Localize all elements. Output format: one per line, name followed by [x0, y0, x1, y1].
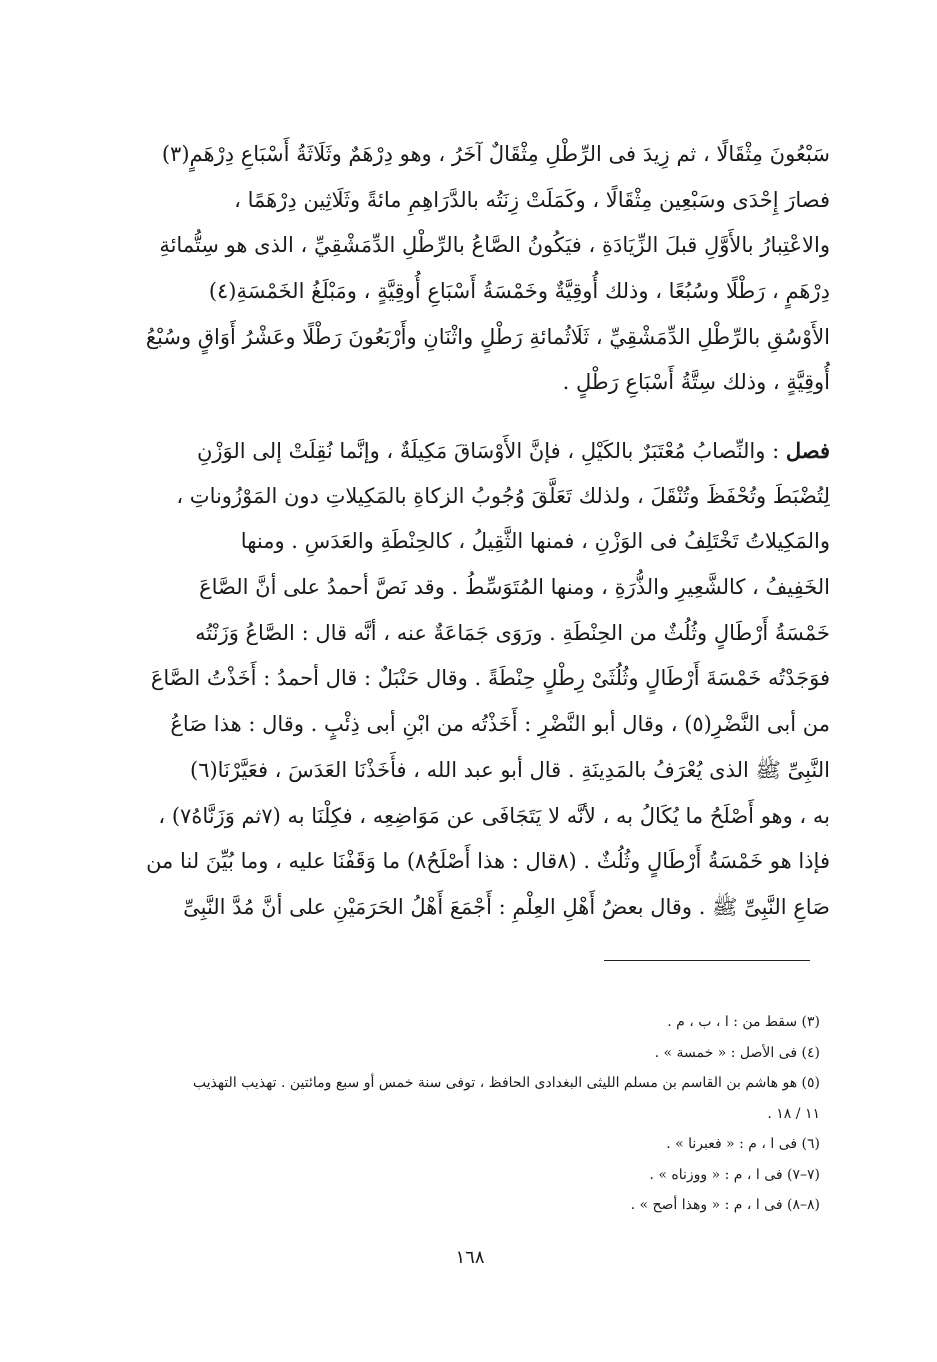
text-line: فإذا هو خَمْسَةُ أَرْطَالٍ وثُلُثٌ . (٨قال : هذا أَصْلَحُ٨) ما وَقَفْنَا عليه ، وما بُيِّنَ لنا من — [146, 849, 830, 874]
footnotes — [120, 1007, 820, 1221]
footnote: (٥) هو هاشم بن القاسم بن مسلم الليثى البغدادى الحافظ ، توفى سنة خمس أو سبع ومائتين . تهذيب التهذيب — [192, 1075, 820, 1091]
text-line: الخَفِيفُ ، كالشَّعِيرِ والذُّرَةِ ، ومنها المُتَوَسِّطُ . وقد نَصَّ أحمدُ على أنَّ الصَّاعَ — [199, 575, 830, 600]
footnote: (٦) فى ا ، م : « فعبرنا » . — [666, 1136, 820, 1152]
text-line: الأَوْسُقِ بالرِّطْلِ الدِّمَشْقِيِّ ، ثَلَاثُمائةِ رَطْلٍ واثْنَانِ وأَرْبَعُونَ رَطْلًا وعَشْرُ أَوَاقٍ وسُبْعُ — [145, 324, 830, 349]
text-line: من أبى النَّضْرِ(٥) ، وقال أبو النَّضْرِ : أَخَذْتُه من ابْنِ أبى ذِئْبٍ . وقال : هذا صَاعُ — [170, 712, 830, 737]
text-line: النَّبِىِّ ﷺ الذى يُعْرَفُ بالمَدِينَةِ . قال أبو عبد الله ، فأَخَذْنَا العَدَسَ ، فعَيَّرْنَا(٦) — [189, 757, 830, 782]
paragraph-continuation — [108, 132, 830, 406]
footnote: (٧–٧) فى ا ، م : « ووزناه » . — [649, 1166, 820, 1183]
text-line: فوَجَدْتُه خَمْسَةَ أَرْطَالٍ وثُلُثَىْ رِطْلٍ حِنْطَةً . وقال حَنْبَلٌ : قال أحمدُ : أَخَذْتُ الصَّاعَ — [150, 666, 830, 691]
text-line: والمَكِيلاتُ تَخْتَلِفُ فى الوَزْنِ ، فمنها الثَّقِيلُ ، كالحِنْطَةِ والعَدَسِ . ومنها — [240, 529, 830, 554]
text-line-first — [108, 428, 830, 474]
paragraph-fasl — [108, 428, 830, 931]
footnote-separator — [604, 960, 810, 961]
text-line: به ، وهو أَصْلَحُ ما يُكَالُ به ، لأنَّه لا يَتَجَافَى عن مَوَاضِعِه ، فكِلْنَا به (٧ثم وَزَنَّاهُ٧) ، — [158, 803, 830, 828]
footnote: (٤) فى الأصل : « خمسة » . — [654, 1044, 820, 1061]
text-line: سَبْعُونَ مِثْقَالًا ، ثم زِيدَ فى الرِّطْلِ مِثْقَالٌ آخَرُ ، وهو دِرْهَمٌ وثَلَاثَةُ أَسْبَاعِ دِرْهَمٍ(٣) — [161, 142, 830, 166]
text-line: والاعْتِبارُ بالأَوَّلِ قبلَ الزِّيَادَةِ ، فيَكُونُ الصَّاعُ بالرِّطْلِ الدِّمَشْقِيِّ ، الذى هو سِتُّمائةِ — [159, 233, 830, 258]
page-number: ١٦٨ — [455, 1247, 485, 1268]
text-line: خَمْسَةُ أَرْطَالٍ وثُلُثٌ من الحِنْطَةِ . ورَوَى جَمَاعَةٌ عنه ، أنَّه قال : الصَّاعُ وَزَنْتُه — [195, 620, 830, 645]
text-line: دِرْهَمٍ ، رَطْلًا وسُبُعًا ، وذلك أُوقِيَّةٌ وخَمْسَةُ أَسْبَاعِ أُوقِيَّةٍ ، ومَبْلَغُ الخَمْسَةِ(٤) — [208, 279, 830, 304]
text-line: صَاعِ النَّبِىِّ ﷺ . وقال بعضُ أَهْلِ العِلْمِ : أَجْمَعَ أَهْلُ الحَرَمَيْنِ على أنَّ مُدَّ النَّبِىِّ — [183, 894, 830, 919]
footnote: (٨–٨) فى ا ، م : « وهذا أصح » . — [630, 1197, 820, 1213]
text-line-rest: : والنِّصابُ مُعْتَبَرٌ بالكَيْلِ ، فإنَّ الأَوْسَاقَ مَكِيلَةٌ ، وإنَّما نُقِلَتْ إلى الوَزْنِ — [196, 439, 786, 463]
text-line: أُوقِيَّةٍ ، وذلك سِتَّةُ أَسْبَاعِ رَطْلٍ . — [562, 370, 830, 395]
section-heading-word: فصل — [785, 438, 830, 463]
footnote-continuation: ١١ / ١٨ . — [767, 1105, 820, 1122]
footnote: (٣) سقط من : ا ، ب ، م . — [667, 1014, 820, 1030]
text-line: فصارَ إِحْدَى وسَبْعِين مِثْقَالًا ، وكَمَلَتْ زِنَتُه بالدَّرَاهِمِ مائةً وثَلَاثِين دِرْهَمًا ، — [234, 187, 830, 212]
text-line: لِتُضْبَطَ وتُحْفَظَ وتُنْقَلَ ، ولذلك تَعَلَّقَ وُجُوبُ الزكاةِ بالمَكِيلاتِ دون المَوْزُوناتِ ، — [176, 483, 830, 508]
